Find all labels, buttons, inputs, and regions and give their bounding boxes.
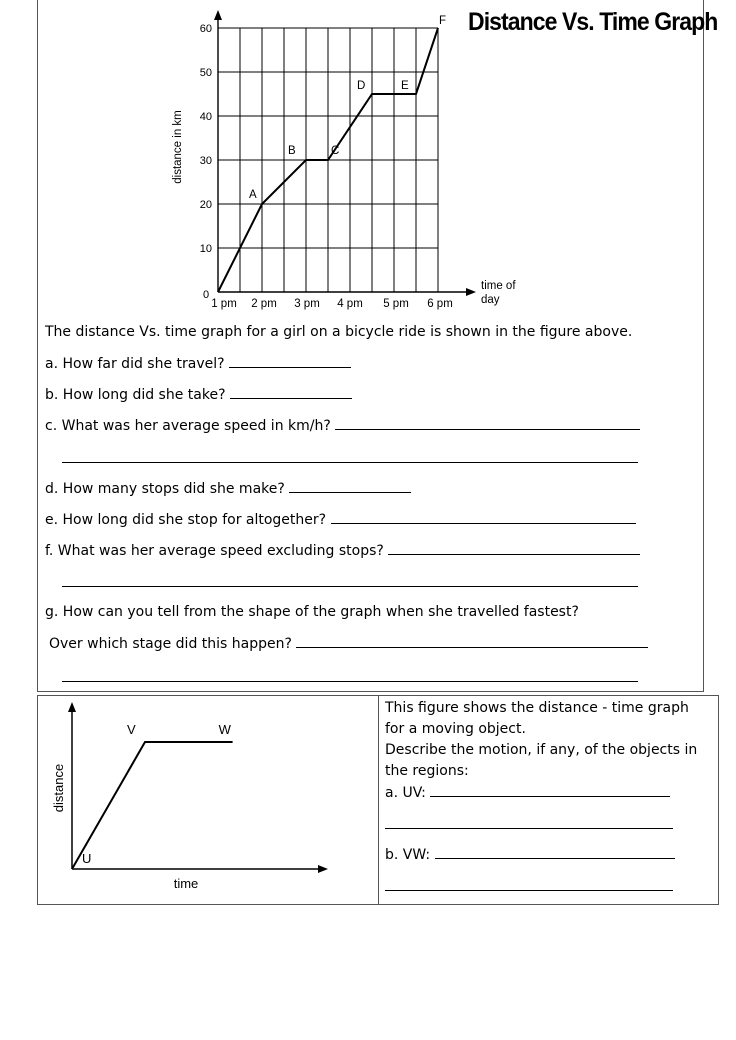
uvw-y-axis-arrow xyxy=(68,702,76,712)
question-e-text: e. How long did she stop for altogether? xyxy=(45,512,327,528)
uvw-x-axis-arrow xyxy=(318,865,328,873)
y-tick-label: 10 xyxy=(199,243,212,255)
panel-text-line3: Describe the motion, if any, of the objects in xyxy=(385,742,698,758)
answer-c-line[interactable] xyxy=(335,417,640,430)
question-vw xyxy=(385,846,675,863)
x-axis-label: time of xyxy=(481,280,516,292)
answer-vw-line-2[interactable] xyxy=(385,890,673,891)
answer-f-line[interactable] xyxy=(388,542,640,555)
x-tick-label: 6 pm xyxy=(427,298,453,310)
panel-text-line2: for a moving object. xyxy=(385,721,526,737)
question-a xyxy=(45,355,351,372)
question-uv xyxy=(385,784,670,801)
y-axis-label: distance in km xyxy=(172,110,184,184)
y-tick-label: 50 xyxy=(199,67,212,79)
y-tick-label: 60 xyxy=(199,23,212,35)
answer-uv-line-2[interactable] xyxy=(385,828,673,829)
uvw-y-axis-label: distance xyxy=(51,763,66,813)
question-uv-text: a. UV: xyxy=(385,785,426,801)
y-tick-label: 20 xyxy=(199,199,212,211)
x-tick-label: 1 pm xyxy=(211,298,237,310)
answer-f-line-2[interactable] xyxy=(62,586,638,587)
question-e xyxy=(45,511,636,528)
question-b-text: b. How long did she take? xyxy=(45,387,226,403)
origin-label: 0 xyxy=(202,289,210,301)
answer-b-line[interactable] xyxy=(230,386,352,399)
question-c xyxy=(45,417,640,434)
answer-vw-line[interactable] xyxy=(435,846,675,859)
page-title: Distance Vs. Time Graph xyxy=(468,8,718,36)
data-point-label: F xyxy=(439,15,447,27)
x-tick-label: 2 pm xyxy=(251,298,277,310)
question-g: g. How can you tell from the shape of the graph when she travelled fastest? xyxy=(45,604,579,620)
uvw-point-label: V xyxy=(127,722,136,737)
y-axis-arrow xyxy=(214,10,222,20)
data-point-label: B xyxy=(288,145,296,157)
uvw-x-axis-label: time xyxy=(173,876,199,891)
answer-uv-line[interactable] xyxy=(430,784,670,797)
question-d-text: d. How many stops did she make? xyxy=(45,481,285,497)
question-c-text: c. What was her average speed in km/h? xyxy=(45,418,331,434)
data-point-label: E xyxy=(401,80,409,92)
y-tick-label: 40 xyxy=(199,111,212,123)
question-a-text: a. How far did she travel? xyxy=(45,356,225,372)
question-f-text: f. What was her average speed excluding stops? xyxy=(45,543,384,559)
x-axis-label: day xyxy=(481,294,500,306)
answer-d-line[interactable] xyxy=(289,480,411,493)
x-tick-label: 4 pm xyxy=(337,298,363,310)
intro-text: The distance Vs. time graph for a girl on a bicycle ride is shown in the figure above. xyxy=(45,324,633,340)
x-tick-label: 5 pm xyxy=(383,298,409,310)
answer-g-line-2[interactable] xyxy=(62,681,638,682)
uvw-point-label: U xyxy=(82,851,92,866)
answer-c-line-2[interactable] xyxy=(62,462,638,463)
data-point-label: C xyxy=(331,145,340,157)
data-point-label: D xyxy=(357,80,366,92)
question-f xyxy=(45,542,640,559)
x-axis-arrow xyxy=(466,288,476,296)
answer-g-line[interactable] xyxy=(296,635,648,648)
answer-e-line[interactable] xyxy=(331,511,636,524)
panel-divider xyxy=(378,696,379,904)
panel-text-line4: the regions: xyxy=(385,763,469,779)
question-g2 xyxy=(49,635,648,652)
question-d xyxy=(45,480,411,497)
question-vw-text: b. VW: xyxy=(385,847,431,863)
y-tick-label: 30 xyxy=(199,155,212,167)
answer-a-line[interactable] xyxy=(229,355,351,368)
uvw-chart xyxy=(38,696,378,904)
question-b xyxy=(45,386,352,403)
uvw-series-line xyxy=(72,742,233,869)
data-point-label: A xyxy=(249,189,257,201)
x-tick-label: 3 pm xyxy=(294,298,320,310)
uvw-point-label: W xyxy=(218,722,231,737)
distance-time-chart xyxy=(0,0,736,320)
question-g2-text: Over which stage did this happen? xyxy=(49,636,292,652)
panel-text-line1: This figure shows the distance - time graph xyxy=(385,700,689,716)
